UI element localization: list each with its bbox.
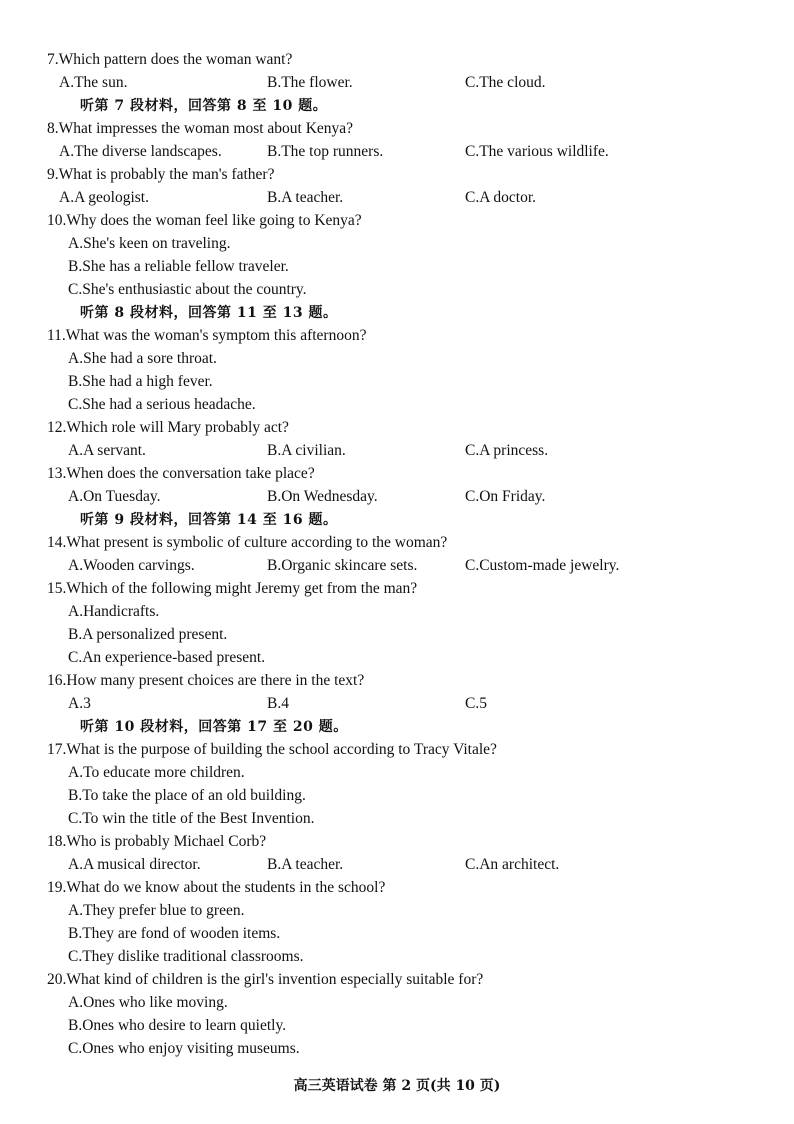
question-10-option-a: A.She's keen on traveling. [68,235,231,252]
question-7-option-c: C.The cloud. [465,74,546,91]
question-18-option-a: A.A musical director. [68,856,201,873]
instruction-section-8: 听第 8 段材料，回答第 11 至 13 题。 [80,305,338,321]
question-11-stem: 11.What was the woman's symptom this afternoon? [47,327,367,344]
question-17-option-c: C.To win the title of the Best Invention. [68,810,315,827]
question-8-stem: 8.What impresses the woman most about Kenya? [47,120,354,137]
question-14-option-b: B.Organic skincare sets. [267,557,418,574]
question-16-option-c: C.5 [465,695,487,712]
question-17-option-b: B.To take the place of an old building. [68,787,306,804]
question-9-option-a: A.A geologist. [59,189,149,206]
question-15-option-c: C.An experience-based present. [68,649,266,666]
question-19-option-a: A.They prefer blue to green. [68,902,245,919]
question-19-option-b: B.They are fond of wooden items. [68,925,281,942]
instruction-section-10: 听第 10 段材料，回答第 17 至 20 题。 [80,719,348,735]
question-12-option-c: C.A princess. [465,442,549,459]
question-13-stem: 13.When does the conversation take place? [47,465,315,482]
question-12-option-a: A.A servant. [68,442,146,459]
question-15-option-b: B.A personalized present. [68,626,228,643]
question-20-option-b: B.Ones who desire to learn quietly. [68,1017,287,1034]
question-18-stem: 18.Who is probably Michael Corb? [47,833,267,850]
question-16-option-a: A.3 [68,695,91,712]
question-17-option-a: A.To educate more children. [68,764,245,781]
question-15-stem: 15.Which of the following might Jeremy get from the man? [47,580,418,597]
question-16-option-b: B.4 [267,695,289,712]
instruction-section-9: 听第 9 段材料，回答第 14 至 16 题。 [80,512,338,528]
question-14-option-c: C.Custom-made jewelry. [465,557,620,574]
question-19-stem: 19.What do we know about the students in the school? [47,879,386,896]
question-7-stem: 7.Which pattern does the woman want? [47,51,293,68]
question-13-option-b: B.On Wednesday. [267,488,378,505]
question-18-option-b: B.A teacher. [267,856,344,873]
instruction-section-7: 听第 7 段材料，回答第 8 至 10 题。 [80,98,328,114]
question-19-option-c: C.They dislike traditional classrooms. [68,948,304,965]
question-18-option-c: C.An architect. [465,856,560,873]
question-8-option-b: B.The top runners. [267,143,384,160]
question-17-stem: 17.What is the purpose of building the school according to Tracy Vitale? [47,741,497,758]
question-14-stem: 14.What present is symbolic of culture according to the woman? [47,534,448,551]
question-11-option-b: B.She had a high fever. [68,373,213,390]
question-16-stem: 16.How many present choices are there in the text? [47,672,365,689]
question-7-option-a: A.The sun. [59,74,128,91]
question-14-option-a: A.Wooden carvings. [68,557,195,574]
question-20-option-a: A.Ones who like moving. [68,994,228,1011]
question-11-option-c: C.She had a serious headache. [68,396,256,413]
question-11-option-a: A.She had a sore throat. [68,350,217,367]
question-7-option-b: B.The flower. [267,74,353,91]
question-20-stem: 20.What kind of children is the girl's invention especially suitable for? [47,971,484,988]
question-10-option-b: B.She has a reliable fellow traveler. [68,258,289,275]
question-9-stem: 9.What is probably the man's father? [47,166,275,183]
question-8-option-a: A.The diverse landscapes. [59,143,222,160]
question-20-option-c: C.Ones who enjoy visiting museums. [68,1040,300,1057]
question-9-option-b: B.A teacher. [267,189,344,206]
page-footer: 高三英语试卷 第 2 页(共 10 页) [293,1078,501,1094]
question-13-option-c: C.On Friday. [465,488,546,505]
question-8-option-c: C.The various wildlife. [465,143,609,160]
question-10-option-c: C.She's enthusiastic about the country. [68,281,307,298]
question-12-option-b: B.A civilian. [267,442,346,459]
question-10-stem: 10.Why does the woman feel like going to Kenya? [47,212,362,229]
question-15-option-a: A.Handicrafts. [68,603,160,620]
question-9-option-c: C.A doctor. [465,189,537,206]
question-13-option-a: A.On Tuesday. [68,488,161,505]
question-12-stem: 12.Which role will Mary probably act? [47,419,289,436]
